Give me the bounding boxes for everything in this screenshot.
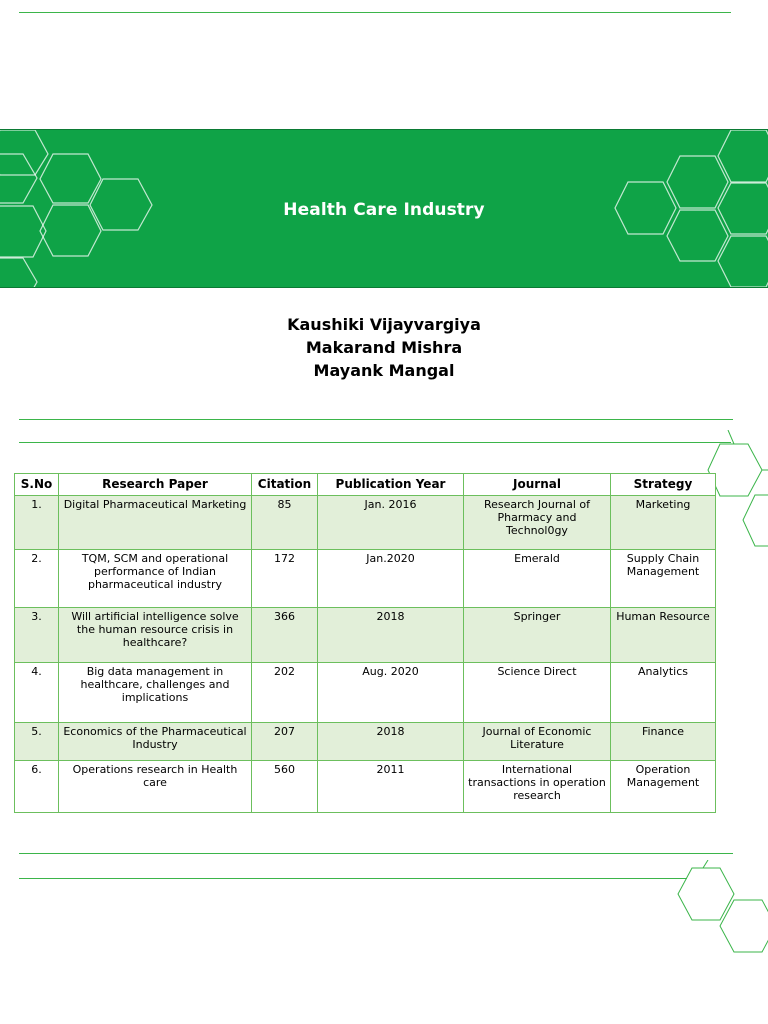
strategy-cell: Operation Management xyxy=(611,761,716,813)
banner-title: Health Care Industry xyxy=(283,200,485,220)
column-header: Publication Year xyxy=(318,474,464,496)
paper-cell: Will artificial intelligence solve the human resource crisis in healthcare? xyxy=(59,608,252,663)
paper-cell: Economics of the Pharmaceutical Industry xyxy=(59,723,252,761)
author-list xyxy=(0,313,768,382)
journal-cell: Research Journal of Pharmacy and Technol0gy xyxy=(464,496,611,550)
citation-cell: 560 xyxy=(252,761,318,813)
hexagon-decoration-icon xyxy=(668,860,768,970)
year-cell: Jan. 2016 xyxy=(318,496,464,550)
divider-line xyxy=(19,442,731,443)
journal-cell: Journal of Economic Literature xyxy=(464,723,611,761)
sno-cell: 2. xyxy=(15,550,59,608)
journal-cell: Springer xyxy=(464,608,611,663)
table-row xyxy=(15,723,716,761)
strategy-cell: Analytics xyxy=(611,663,716,723)
sno-cell: 1. xyxy=(15,496,59,550)
column-header: Journal xyxy=(464,474,611,496)
research-papers-table xyxy=(14,473,716,813)
divider-line xyxy=(19,878,687,879)
journal-cell: Emerald xyxy=(464,550,611,608)
citation-cell: 172 xyxy=(252,550,318,608)
journal-cell: Science Direct xyxy=(464,663,611,723)
column-header: Strategy xyxy=(611,474,716,496)
strategy-cell: Marketing xyxy=(611,496,716,550)
divider-line xyxy=(19,853,733,854)
table-row xyxy=(15,663,716,723)
paper-cell: Operations research in Health care xyxy=(59,761,252,813)
top-divider xyxy=(19,12,731,13)
paper-cell: Digital Pharmaceutical Marketing xyxy=(59,496,252,550)
year-cell: 2018 xyxy=(318,723,464,761)
strategy-cell: Finance xyxy=(611,723,716,761)
sno-cell: 3. xyxy=(15,608,59,663)
sno-cell: 5. xyxy=(15,723,59,761)
strategy-cell: Human Resource xyxy=(611,608,716,663)
column-header: Research Paper xyxy=(59,474,252,496)
paper-cell: Big data management in healthcare, challenges and implications xyxy=(59,663,252,723)
strategy-cell: Supply Chain Management xyxy=(611,550,716,608)
author-name: Makarand Mishra xyxy=(305,338,463,357)
author-name: Mayank Mangal xyxy=(313,361,455,380)
table-row xyxy=(15,761,716,813)
citation-cell: 202 xyxy=(252,663,318,723)
citation-cell: 207 xyxy=(252,723,318,761)
journal-cell: International transactions in operation research xyxy=(464,761,611,813)
sno-cell: 6. xyxy=(15,761,59,813)
table-row xyxy=(15,550,716,608)
table-header-row xyxy=(15,474,716,496)
table-row xyxy=(15,608,716,663)
year-cell: Jan.2020 xyxy=(318,550,464,608)
divider-line xyxy=(19,419,733,420)
year-cell: 2011 xyxy=(318,761,464,813)
table-row xyxy=(15,496,716,550)
column-header: Citation xyxy=(252,474,318,496)
year-cell: 2018 xyxy=(318,608,464,663)
year-cell: Aug. 2020 xyxy=(318,663,464,723)
citation-cell: 85 xyxy=(252,496,318,550)
paper-cell: TQM, SCM and operational performance of Indian pharmaceutical industry xyxy=(59,550,252,608)
sno-cell: 4. xyxy=(15,663,59,723)
citation-cell: 366 xyxy=(252,608,318,663)
author-name: Kaushiki Vijayvargiya xyxy=(287,315,481,334)
title-banner xyxy=(0,129,768,288)
column-header: S.No xyxy=(15,474,59,496)
